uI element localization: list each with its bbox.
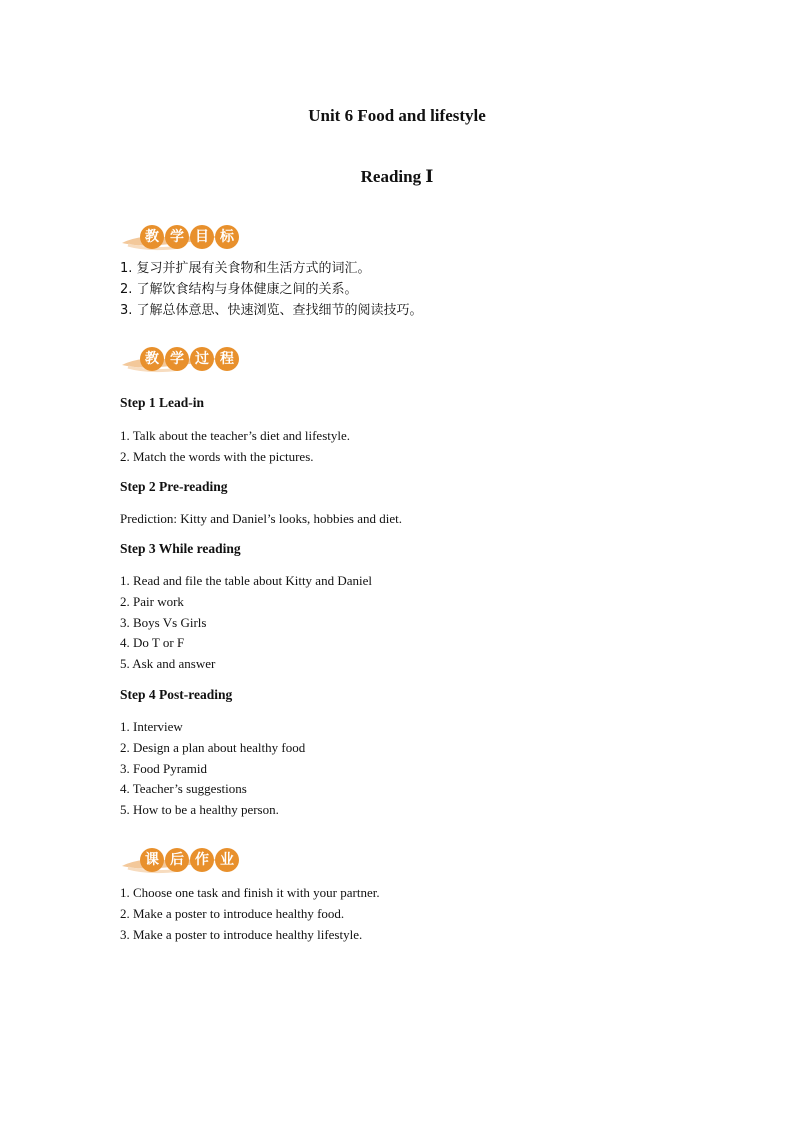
step-3-list	[120, 571, 372, 675]
header-char: 教	[140, 225, 164, 249]
step-1-title: Step 1 Lead-in	[120, 395, 205, 410]
step-1-list	[120, 426, 350, 468]
list-item: 2. Match the words with the pictures.	[120, 448, 314, 464]
list-item: 4. Do T or F	[120, 635, 185, 651]
list-item: 4. Teacher’s suggestions	[120, 781, 247, 797]
homework-list	[120, 883, 380, 945]
section-header-objectives	[120, 221, 234, 255]
section-header-homework	[120, 844, 234, 878]
header-char: 后	[165, 848, 189, 872]
header-char: 标	[215, 225, 239, 249]
list-item: 3. Food Pyramid	[120, 760, 208, 776]
document-subtitle: Reading Ⅰ	[360, 167, 434, 186]
list-item: 1. Interview	[120, 719, 183, 734]
step-2-text: Prediction: Kitty and Daniel’s looks, hobbies and diet.	[120, 511, 402, 526]
list-item: 2. Design a plan about healthy food	[120, 739, 306, 755]
list-item: 3. 了解总体意思、快速浏览、查找细节的阅读技巧。	[120, 303, 423, 318]
header-char: 教	[140, 347, 164, 371]
list-item: 2. Make a poster to introduce healthy food.	[120, 905, 345, 921]
list-item: 5. How to be a healthy person.	[120, 802, 279, 818]
header-char: 课	[140, 848, 164, 872]
step-2-title: Step 2 Pre-reading	[120, 479, 228, 494]
header-char: 业	[215, 848, 239, 872]
list-item: 1. Talk about the teacher’s diet and lifestyle.	[120, 428, 351, 443]
header-char: 目	[190, 225, 214, 249]
step-4-list	[120, 717, 305, 821]
list-item: 1. Choose one task and finish it with your partner.	[120, 885, 380, 900]
list-item: 5. Ask and answer	[120, 656, 216, 672]
document-title: Unit 6 Food and lifestyle	[308, 106, 486, 125]
step-3-title: Step 3 While reading	[120, 541, 241, 556]
list-item: 3. Boys Vs Girls	[120, 614, 207, 630]
header-char: 程	[215, 347, 239, 371]
header-char: 作	[190, 848, 214, 872]
list-item: 2. Pair work	[120, 593, 184, 609]
step-4-title: Step 4 Post-reading	[120, 687, 233, 702]
list-item: 2. 了解饮食结构与身体健康之间的关系。	[120, 282, 358, 297]
list-item: 1. Read and file the table about Kitty and Daniel	[120, 573, 372, 588]
header-char: 过	[190, 347, 214, 371]
list-item: 3. Make a poster to introduce healthy lifestyle.	[120, 926, 363, 942]
objectives-list	[120, 258, 423, 321]
list-item: 1. 复习并扩展有关食物和生活方式的词汇。	[120, 261, 371, 276]
header-char: 学	[165, 347, 189, 371]
section-header-process	[120, 343, 234, 377]
header-char: 学	[165, 225, 189, 249]
